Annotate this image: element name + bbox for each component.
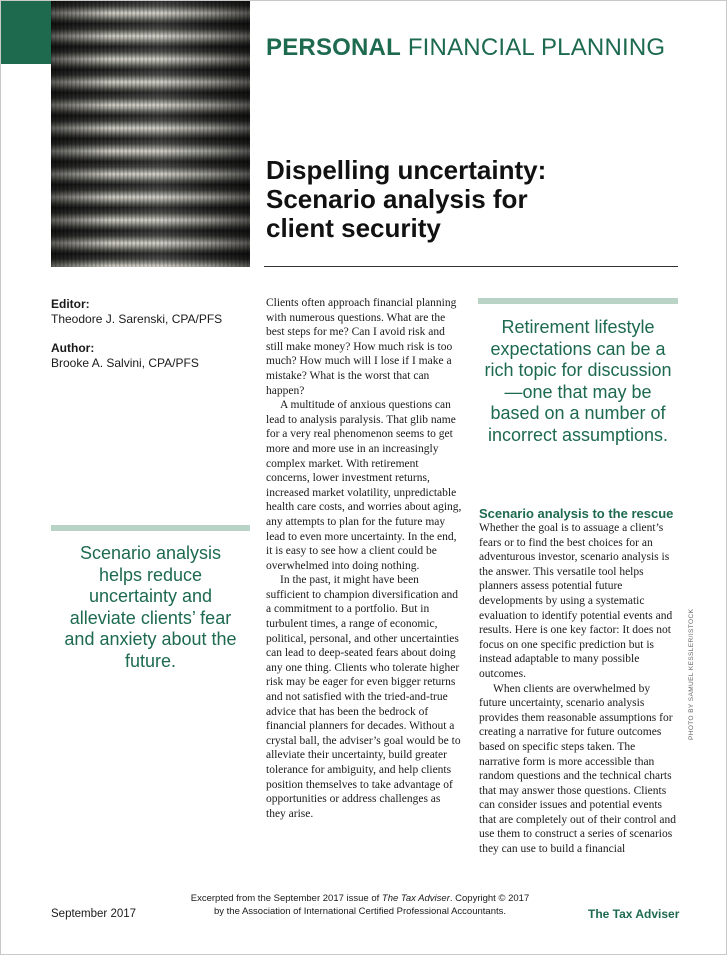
footer-date: September 2017 <box>51 908 137 920</box>
title-rule <box>264 266 678 267</box>
body-paragraph: A multitude of anxious questions can lead to analysis paralysis. That glib name for a very real phenomenon seems to get more and more use in an increasingly complex market. With retirement concerns, lower investment returns, increased market volatility, unpredictable health care costs, and worries about aging, any attempts to plan for the future may lead to even more uncertainty. In the end, it is easy to see how a client could be overwhelmed into doing nothing. <box>266 399 462 572</box>
coin-stack-photo <box>51 1 250 267</box>
section-title-strong: PERSONAL <box>266 34 401 61</box>
article-title-line-3: client security <box>266 213 441 243</box>
article-title-line-1: Dispelling uncertainty: <box>266 155 547 185</box>
footer-excerpt <box>170 892 550 918</box>
right-pull-quote: Retirement lifestyle expectations can be a rich topic for discussion—one that may be based on a number of incorrect assumptions. <box>484 317 672 445</box>
left-pull-quote: Scenario analysis helps reduce uncertainty and alleviate clients’ fear and anxiety about the future. <box>64 543 237 671</box>
section-title <box>266 34 665 62</box>
author-name: Brooke A. Salvini, CPA/PFS <box>51 356 199 370</box>
green-corner-block <box>1 1 51 64</box>
footer-magazine: The Tax Adviser <box>588 907 680 921</box>
excerpt-magazine: The Tax Adviser <box>381 893 450 904</box>
excerpt-post: . Copyright © 2017 <box>449 893 530 904</box>
photo-credit: PHOTO BY SAMUEL KESSLER/ISTOCK <box>688 608 695 740</box>
body-paragraph: In the past, it might have been sufficient to champion diversification and a commitment to a portfolio. But in turbulent times, a range of economic, political, personal, and other uncertainties can lead to deep-seated fears about doing any one thing. Clients who tolerate higher risk may be eager for even bigger returns and not satisfied with the tried-and-true advice that has been the bedrock of financial planners for decades. Without a crystal ball, the adviser’s goal would be to alleviate their uncertainty, build greater tolerance for ambiguity, and help clients position themselves to take advantage of opportunities or address challenges as they arise. <box>266 574 461 820</box>
credits <box>51 297 222 371</box>
body-column-2 <box>479 506 678 857</box>
section-title-rest: FINANCIAL PLANNING <box>400 34 666 61</box>
body-paragraph: Whether the goal is to assuage a client’s fears or to find the best choices for an adventurous investor, scenario analysis is the answer. This versatile tool helps planners assess potential future developments by using a systematic evaluation to identify potential events and results. Here is one key factor: It does not focus on one specific prediction but is instead adaptable to many possible outcomes. <box>479 522 673 680</box>
article-title <box>266 156 666 243</box>
excerpt-line-2: by the Association of International Certified Professional Accountants. <box>213 906 507 917</box>
editor-label: Editor: <box>51 297 90 311</box>
author-label: Author: <box>51 341 95 355</box>
excerpt-pre: Excerpted from the September 2017 issue of <box>190 893 382 904</box>
right-pull-quote-bar <box>478 298 678 304</box>
body-paragraph: When clients are overwhelmed by future uncertainty, scenario analysis provides them reasonable assumptions for creating a narrative for future outcomes based on specific steps taken. The narrative form is more accessible than random questions and the technical charts that may answer those questions. Clients can consider issues and potential events that are completely out of their control and use them to construct a series of scenarios they can use to build a financial <box>479 682 677 856</box>
subhead: Scenario analysis to the rescue <box>479 506 674 521</box>
editor-name: Theodore J. Sarenski, CPA/PFS <box>51 312 223 326</box>
article-title-line-2: Scenario analysis for <box>266 184 528 214</box>
left-pull-quote-bar <box>51 525 250 531</box>
body-paragraph: Clients often approach financial planning with numerous questions. What are the best steps for me? Can I avoid risk and still make money? How much risk is too much? How much will I lose if I make a mistake? What is the worst that can happen? <box>266 297 457 397</box>
body-column-1 <box>266 296 463 821</box>
